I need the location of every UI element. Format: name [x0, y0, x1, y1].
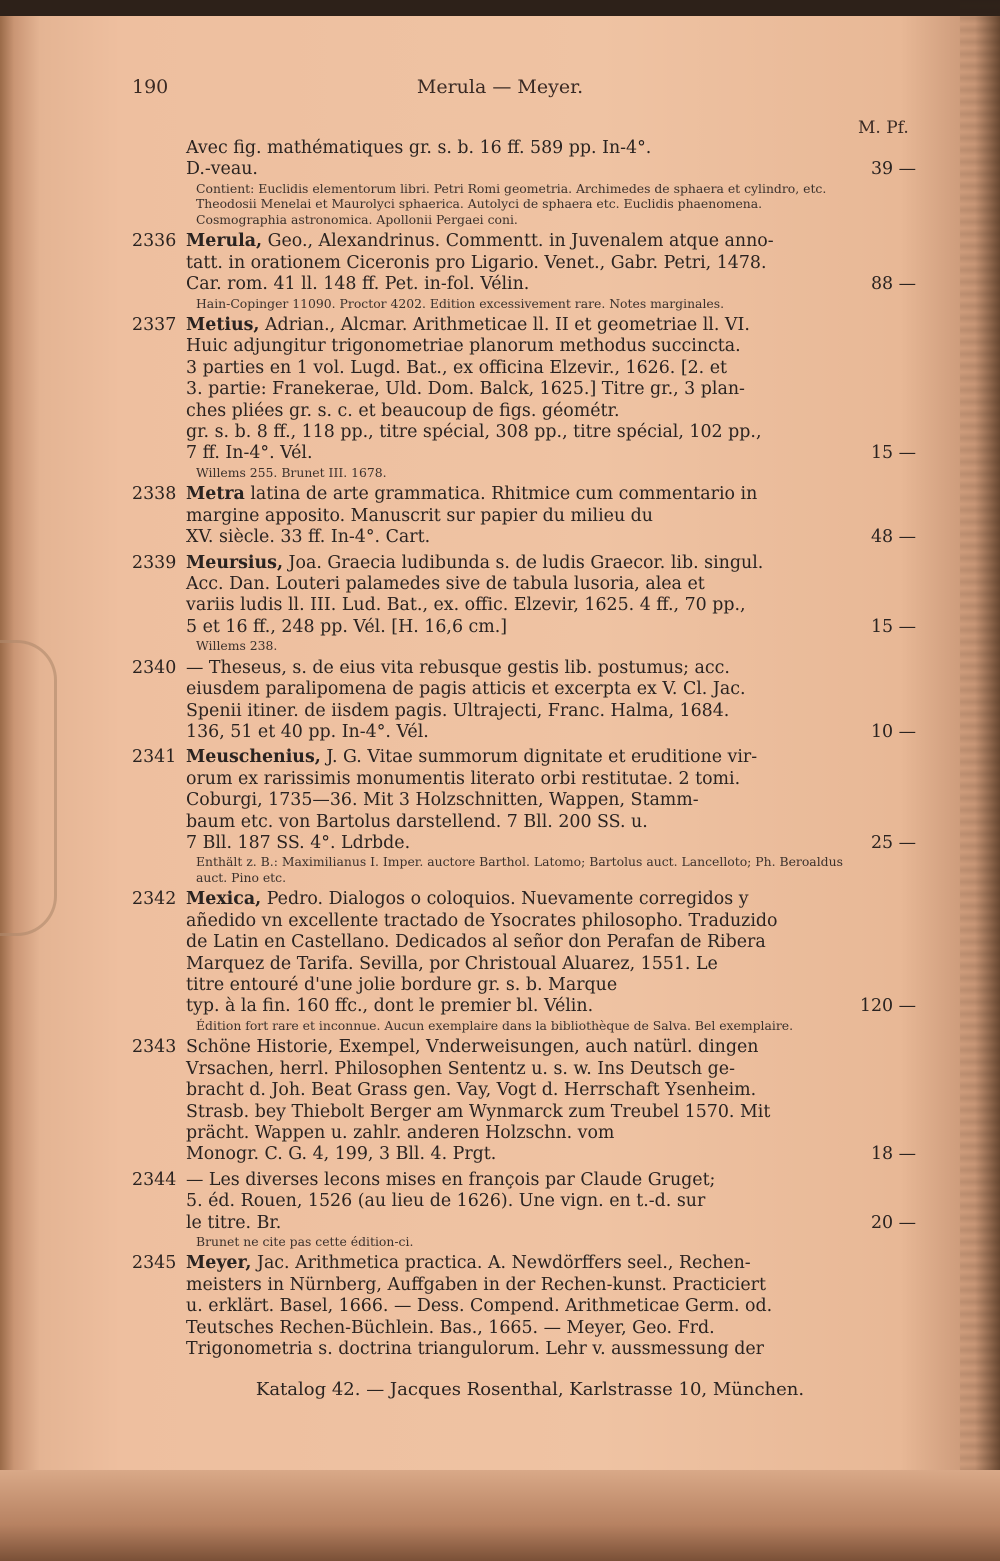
entry-price: 10 —: [870, 721, 916, 742]
entry-line-text: Monogr. C. G. 4, 199, 3 Bll. 4. Prgt.: [186, 1144, 497, 1165]
entry-line-text: Strasb. bey Thiebolt Berger am Wynmarck zum Treubel 1570. Mit: [186, 1101, 771, 1122]
entry-line: [186, 833, 854, 854]
entry-line: [186, 1275, 854, 1296]
page-title: Merula — Meyer.: [416, 76, 584, 98]
entry-line-text: Marquez de Tarifa. Sevilla, por Christoual Aluarez, 1551. Le: [186, 953, 718, 974]
entry-line: [186, 1037, 854, 1058]
entry-line-text: Spenii itiner. de iisdem pagis. Ultrajecti, Franc. Halma, 1684.: [186, 700, 730, 721]
entry-body: [132, 657, 916, 744]
entry-line-text: 5. éd. Rouen, 1526 (au lieu de 1626). Une vign. en t.-d. sur: [186, 1191, 706, 1212]
entry-number: 2342: [132, 889, 177, 910]
entry-line: [186, 1102, 854, 1123]
catalog-entries: [0, 138, 1000, 1365]
entry-line: [186, 911, 854, 932]
entry-note: Enthält z. B.: Maximilianus I. Imper. auctore Barthol. Latomo; Bartolus auct. Lancelloto; Ph. Beroaldus auct. Pino etc.: [196, 854, 843, 885]
page-number: 190: [132, 76, 169, 98]
entry-line: [186, 1339, 854, 1360]
entry-price: 20 —: [870, 1212, 916, 1233]
entry-line-text: Huic adjungitur trigonometriae planorum methodus succincta.: [186, 336, 741, 357]
entry-line: [186, 358, 854, 379]
entry-line-text: Schöne Historie, Exempel, Vnderweisungen, auch natürl. dingen: [186, 1037, 759, 1058]
entry-line-text: margine apposito. Manuscrit sur papier du milieu du: [186, 505, 653, 526]
entry-line-text: meisters in Nürnberg, Auffgaben in der Rechen-kunst. Practiciert: [186, 1274, 766, 1295]
entry-line-text: baum etc. von Bartolus darstellend. 7 Bll. 200 SS. u.: [186, 811, 648, 832]
catalog-entry: [0, 315, 1000, 480]
entry-note: Édition fort rare et inconnue. Aucun exemplaire dans la bibliothèque de Salva. Bel exemplaire.: [196, 1017, 794, 1033]
entry-line-text: de Latin en Castellano. Dedicados al señor don Perafan de Ribera: [186, 932, 766, 953]
catalog-entry: [0, 553, 1000, 654]
page-header: [0, 76, 1000, 106]
entry-line: [186, 1059, 854, 1080]
entry-line: [186, 401, 854, 422]
entry-line: [186, 722, 854, 743]
entry-number: 2345: [132, 1253, 177, 1274]
entry-price: 39 —: [870, 159, 916, 180]
entry-body: [132, 231, 916, 295]
catalog-entry: [0, 747, 1000, 885]
entry-line-text: latina de arte grammatica. Rhitmice cum commentario in: [250, 484, 758, 505]
entry-line: [186, 701, 854, 722]
entry-line-text: ches pliées gr. s. c. et beaucoup de figs. géométr.: [186, 400, 620, 421]
entry-heading: Meursius,: [186, 552, 284, 573]
entry-line-text: 5 et 16 ff., 248 pp. Vél. [H. 16,6 cm.]: [186, 616, 508, 637]
entry-line-text: Trigonometria s. doctrina triangulorum. Lehr v. aussmessung der: [186, 1339, 764, 1360]
catalog-entry: [0, 231, 1000, 311]
entry-line-text: eiusdem paralipomena de pagis atticis et excerpta ex V. Cl. Jac.: [186, 679, 746, 700]
entry-line: [186, 996, 854, 1017]
entry-line: [186, 274, 854, 295]
entry-body: [132, 1253, 854, 1360]
entry-line: [186, 1144, 854, 1165]
entry-line: [186, 231, 854, 252]
catalog-entry: [0, 484, 1000, 552]
entry-line: [186, 422, 854, 443]
entry-line: [186, 1253, 854, 1274]
entry-line-text: Vrsachen, herrl. Philosophen Sententz u. s. w. Ins Deutsch ge-: [186, 1058, 735, 1079]
entry-line-text: typ. à la fin. 160 ffc., dont le premier bl. Vélin.: [186, 996, 594, 1017]
entry-line: [186, 679, 854, 700]
entry-line-text: Geo., Alexandrinus. Commentt. in Juvenalem atque anno-: [267, 231, 774, 252]
entry-line: [186, 315, 854, 336]
entry-body: [186, 138, 916, 181]
entry-body: [132, 1169, 916, 1234]
entry-line: [186, 527, 854, 548]
entry-note: Brunet ne cite pas cette édition-ci.: [196, 1233, 414, 1249]
entry-line: [186, 253, 854, 274]
entry-line: [186, 443, 854, 464]
entry-body: [132, 552, 916, 639]
entry-line-text: 3 parties en 1 vol. Lugd. Bat., ex officina Elzevir., 1626. [2. et: [186, 357, 728, 378]
entry-line-text: orum ex rarissimis monumentis literato orbi restitutae. 2 tomi.: [186, 768, 741, 789]
entry-line-text: Adrian., Alcmar. Arithmeticae ll. II et geometriae ll. VI.: [264, 315, 750, 336]
catalog-entry: [0, 1170, 1000, 1250]
entry-line-text: variis ludis ll. III. Lud. Bat., ex. offic. Elzevir, 1625. 4 ff., 70 pp.,: [186, 595, 746, 616]
entry-line: [186, 1213, 854, 1234]
entry-line: [186, 658, 854, 679]
entry-line: [186, 1318, 854, 1339]
entry-body: [132, 484, 916, 548]
scan-margin-strip: [0, 0, 1000, 16]
entry-line: [186, 159, 854, 180]
entry-line-text: bracht d. Joh. Beat Grass gen. Vay, Vogt d. Herrschaft Ysenheim.: [186, 1080, 757, 1101]
entry-line: [186, 1296, 854, 1317]
entry-line: [186, 379, 854, 400]
entry-heading: Mexica,: [186, 889, 262, 910]
entry-line: [186, 769, 854, 790]
entry-line-text: Joa. Graecia ludibunda s. de ludis Graecor. lib. singul.: [288, 552, 764, 573]
entry-line-text: tatt. in orationem Ciceronis pro Ligario. Venet., Gabr. Petri, 1478.: [186, 252, 767, 273]
catalog-entry: [0, 1253, 1000, 1364]
entry-line: [186, 595, 854, 616]
entry-line-text: u. erklärt. Basel, 1666. — Dess. Compend. Arithmeticae Germ. od.: [186, 1296, 773, 1317]
entry-note: Contient: Euclidis elementorum libri. Petri Romi geometria. Archimedes de sphaera et cylindro, etc. Theodosii Menelai et Maurolyci sphaerica. Autolyci de sphaera etc. Euclidis phaenomena. Cosmographia astronomica. Apollonii Pergaei coni.: [196, 180, 827, 227]
entry-line-text: añedido vn excellente tractado de Ysocrates philosopho. Traduzido: [186, 910, 778, 931]
entry-line: [186, 617, 854, 638]
entry-line-text: 3. partie: Franekerae, Uld. Dom. Balck, 1625.] Titre gr., 3 plan-: [186, 379, 745, 400]
entry-number: 2340: [132, 657, 177, 678]
entry-price: 48 —: [870, 527, 916, 548]
entry-body: [132, 747, 916, 854]
entry-number: 2337: [132, 315, 177, 336]
entry-price: 15 —: [870, 616, 916, 637]
entry-heading: Merula,: [186, 231, 263, 252]
entry-price: 88 —: [870, 274, 916, 295]
catalog-entry: [0, 889, 1000, 1033]
entry-body: [132, 889, 916, 1017]
entry-line-text: — Theseus, s. de eius vita rebusque gestis lib. postumus; acc.: [186, 657, 730, 678]
entry-number: 2344: [132, 1169, 177, 1190]
entry-line-text: 7 Bll. 187 SS. 4°. Ldrbde.: [186, 832, 411, 853]
entry-line: [186, 747, 854, 768]
page-footer: Katalog 42. — Jacques Rosenthal, Karlstrasse 10, München.: [255, 1379, 805, 1400]
entry-line: [186, 138, 854, 159]
entry-line: [186, 889, 854, 910]
entry-price: 18 —: [870, 1144, 916, 1165]
entry-heading: Metra: [186, 484, 245, 505]
entry-price: 25 —: [870, 832, 916, 853]
entry-line: [186, 553, 854, 574]
entry-line: [186, 574, 854, 595]
entry-number: 2339: [132, 552, 177, 573]
entry-line: [186, 1191, 854, 1212]
entry-line-text: J. G. Vitae summorum dignitate et eruditione vir-: [326, 747, 758, 768]
catalog-entry: [0, 138, 1000, 227]
entry-heading: Meuschenius,: [186, 747, 321, 768]
entry-heading: Meyer,: [186, 1253, 252, 1274]
entry-line-text: Pedro. Dialogos o coloquios. Nuevamente corregidos y: [266, 889, 749, 910]
entry-line-text: Avec fig. mathématiques gr. s. b. 16 ff. 589 pp. In-4°.: [186, 138, 652, 158]
entry-line-text: 7 ff. In-4°. Vél.: [186, 443, 313, 464]
entry-gap: [0, 1361, 1000, 1365]
entry-line-text: Jac. Arithmetica practica. A. Newdörffers seel., Rechen-: [256, 1253, 751, 1274]
entry-number: 2341: [132, 747, 177, 768]
entry-line: [186, 1080, 854, 1101]
entry-number: 2336: [132, 231, 177, 252]
catalog-entry: [0, 1037, 1000, 1169]
page-bottom-edge: [0, 1470, 1000, 1561]
entry-line: [186, 975, 854, 996]
entry-line-text: Acc. Dan. Louteri palamedes sive de tabula lusoria, alea et: [186, 574, 705, 594]
entry-body: [132, 1037, 916, 1165]
entry-line: [186, 1170, 854, 1191]
entry-line-text: D.-veau.: [186, 159, 258, 180]
entry-price: 15 —: [870, 443, 916, 464]
entry-note: Willems 255. Brunet III. 1678.: [196, 464, 387, 480]
entry-note: Willems 238.: [196, 638, 278, 654]
entry-note: Hain-Copinger 11090. Proctor 4202. Edition excessivement rare. Notes marginales.: [196, 295, 725, 311]
entry-line-text: Teutsches Rechen-Büchlein. Bas., 1665. — Meyer, Geo. Frd.: [186, 1317, 715, 1338]
entry-line-text: gr. s. b. 8 ff., 118 pp., titre spécial, 308 pp., titre spécial, 102 pp.,: [186, 422, 762, 443]
price-column-header: M. Pf.: [858, 118, 909, 138]
entry-price: 120 —: [859, 996, 916, 1017]
entry-line: [186, 484, 854, 505]
entry-line: [186, 812, 854, 833]
entry-line-text: prächt. Wappen u. zahlr. anderen Holzschn. vom: [186, 1122, 615, 1143]
entry-number: 2343: [132, 1037, 177, 1058]
entry-line: [186, 954, 854, 975]
entry-line: [186, 1123, 854, 1144]
catalog-entry: [0, 658, 1000, 748]
entry-line-text: — Les diverses lecons mises en françois par Claude Gruget;: [186, 1169, 716, 1190]
entry-line-text: titre entouré d'une jolie bordure gr. s. b. Marque: [186, 975, 618, 995]
entry-line: [186, 336, 854, 357]
entry-line-text: XV. siècle. 33 ff. In-4°. Cart.: [186, 527, 431, 548]
entry-number: 2338: [132, 484, 177, 505]
entry-line-text: Car. rom. 41 ll. 148 ff. Pet. in-fol. Vélin.: [186, 274, 530, 295]
entry-line: [186, 932, 854, 953]
entry-body: [132, 315, 916, 465]
entry-line-text: 136, 51 et 40 pp. In-4°. Vél.: [186, 721, 429, 742]
entry-line-text: le titre. Br.: [186, 1212, 282, 1233]
entry-line: [186, 790, 854, 811]
entry-heading: Metius,: [186, 315, 260, 336]
entry-line: [186, 506, 854, 527]
entry-line-text: Coburgi, 1735—36. Mit 3 Holzschnitten, Wappen, Stamm-: [186, 790, 699, 811]
